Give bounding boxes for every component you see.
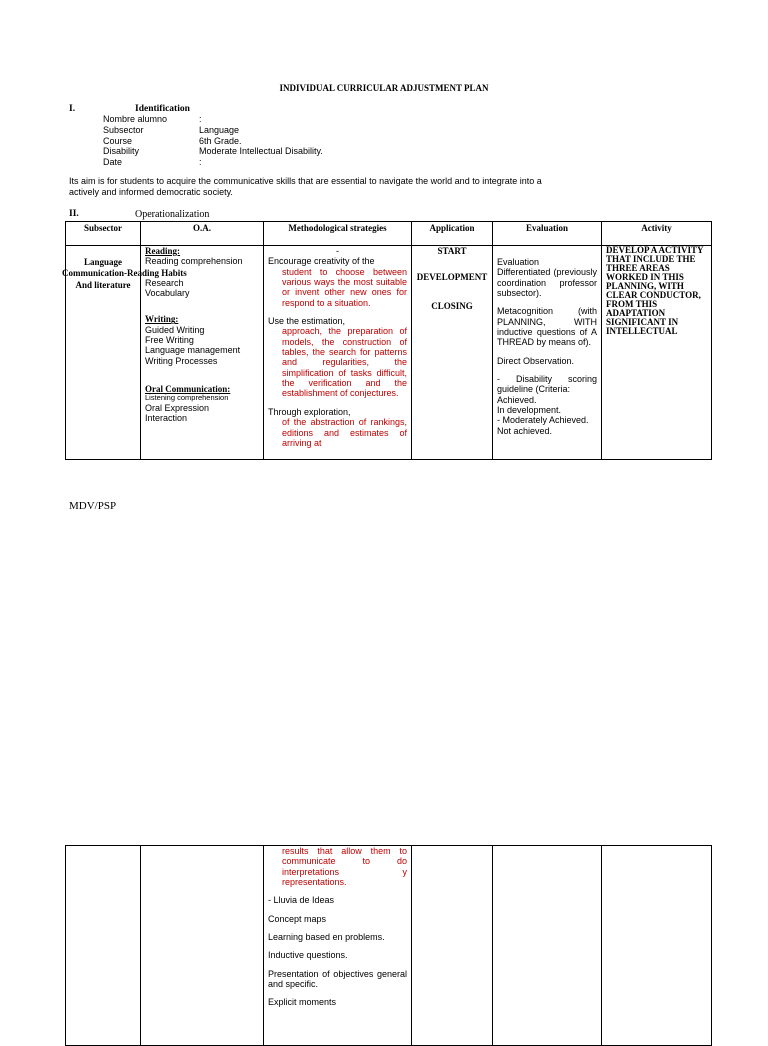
oa-writing-item: Free Writing xyxy=(145,335,194,346)
oa-oral-item: Interaction xyxy=(145,413,188,424)
strategy-item: Concept maps xyxy=(268,913,327,924)
table-row xyxy=(66,246,712,460)
evaluation-line: Achieved. xyxy=(497,394,537,405)
ident-label-disability: Disability xyxy=(103,146,140,156)
strategy-1-text: Encourage creativity of the xyxy=(268,256,375,267)
subsector-line-3: And literature xyxy=(75,279,131,290)
section-1-heading: Identification xyxy=(135,104,190,114)
continuation-activity-cell xyxy=(602,846,712,1046)
strategy-3-text: Through exploration, xyxy=(268,406,351,417)
aim-paragraph: Its aim is for students to acquire the communicative skills that are essential to navigate the world and to integrate into a actively and informed democratic society. xyxy=(69,176,542,197)
header-evaluation: Evaluation xyxy=(493,222,602,246)
strategy-item: - Lluvia de Ideas xyxy=(268,895,335,906)
continuation-strategies-cell xyxy=(264,846,412,1046)
ident-value-name: : xyxy=(199,114,202,124)
oa-writing-heading: Writing: xyxy=(145,314,179,325)
ident-label-course: Course xyxy=(103,136,133,146)
strategies-cell xyxy=(264,246,412,460)
subsector-line-2: Communication-Reading Habits xyxy=(62,268,187,279)
oa-oral-small: Listening comprehension xyxy=(145,393,229,403)
continuation-red-text: results that allow them to communicate to do interpretations y representations. xyxy=(282,846,407,888)
table-header-row xyxy=(66,222,712,246)
oa-writing-item: Writing Processes xyxy=(145,355,218,366)
strategy-item: Inductive questions. xyxy=(268,950,348,961)
oa-oral-heading: Oral Communication: xyxy=(145,384,231,395)
section-1-number: I. xyxy=(69,104,76,114)
evaluation-line: - Disability scoring guideline (Criteria: xyxy=(497,374,597,395)
continuation-table xyxy=(65,845,712,1046)
header-strategies: Methodological strategies xyxy=(264,222,412,246)
evaluation-line: Evaluation xyxy=(497,257,540,267)
oa-reading-item: Research xyxy=(145,277,184,288)
oa-reading-item: Vocabulary xyxy=(145,288,190,299)
oa-cell xyxy=(141,246,264,460)
strategy-2-red: approach, the preparation of models, the construction of tables, the search for patterns and regularities, the simplification of tasks difficult, the verification and the establishment of conjectures. xyxy=(282,326,407,399)
table-row xyxy=(66,846,712,1046)
evaluation-line: Metacognition (with PLANNING, WITH inductive questions of A THREAD by means of). xyxy=(497,306,597,348)
evaluation-line: Not achieved. xyxy=(497,425,553,436)
ident-label-date: Date xyxy=(103,157,123,167)
strategy-1-red: student to choose between various ways the most suitable or invent other new ones for respond to a situation. xyxy=(282,266,407,308)
ident-value-subsector: Language xyxy=(199,125,240,135)
strategy-dash: - xyxy=(336,246,339,256)
operationalization-table xyxy=(62,221,712,460)
application-closing: CLOSING xyxy=(431,300,473,311)
oa-oral-item: Oral Expression xyxy=(145,403,210,414)
header-activity: Activity xyxy=(602,222,712,246)
evaluation-cell xyxy=(493,246,602,460)
strategy-2-text: Use the estimation, xyxy=(268,316,346,327)
continuation-subsector-cell xyxy=(66,846,141,1046)
document-title: INDIVIDUAL CURRICULAR ADJUSTMENT PLAN xyxy=(279,83,489,93)
strategy-item: Presentation of objectives general and specific. xyxy=(268,968,407,990)
evaluation-line: Differentiated (previously coordination professor subsector). xyxy=(497,267,597,299)
oa-writing-item: Language management xyxy=(145,345,241,356)
ident-label-subsector: Subsector xyxy=(103,125,144,135)
header-oa: O.A. xyxy=(141,222,264,246)
strategy-3-red: of the abstraction of rankings, editions and estimates of arriving at xyxy=(282,417,407,448)
header-subsector: Subsector xyxy=(66,222,141,246)
strategy-item: Explicit moments xyxy=(268,997,337,1008)
ident-value-date: : xyxy=(199,157,202,167)
application-development: DEVELOPMENT xyxy=(416,272,488,283)
subsector-line-1: Language xyxy=(83,257,122,267)
evaluation-line: In development. xyxy=(497,405,562,416)
ident-label-name: Nombre alumno xyxy=(103,114,168,124)
header-application: Application xyxy=(412,222,493,246)
strategy-item: Learning based en problems. xyxy=(268,932,385,943)
section-2-number: II. xyxy=(69,209,79,219)
continuation-evaluation-cell xyxy=(493,846,602,1046)
application-start: START xyxy=(437,246,467,256)
ident-value-course: 6th Grade. xyxy=(199,136,242,146)
evaluation-line: - Moderately Achieved. xyxy=(497,415,589,426)
oa-writing-item: Guided Writing xyxy=(145,324,205,335)
section-2-heading: Operationalization xyxy=(135,209,210,220)
ident-value-disability: Moderate Intellectual Disability. xyxy=(199,146,323,156)
continuation-application-cell xyxy=(412,846,493,1046)
evaluation-line: Direct Observation. xyxy=(497,355,575,366)
continuation-oa-cell xyxy=(141,846,264,1046)
activity-cell: DEVELOP A ACTIVITY THAT INCLUDE THE THREE AREAS WORKED IN THIS PLANNING, WITH CLEAR CONDUCTOR, FROM THIS ADAPTATION SIGNIFICANT IN INTELLECTUAL xyxy=(602,246,712,460)
oa-reading-item: Reading comprehension xyxy=(145,256,243,267)
footer-initials: MDV/PSP xyxy=(69,500,117,512)
oa-reading-heading: Reading: xyxy=(145,246,181,256)
application-cell xyxy=(412,246,493,460)
